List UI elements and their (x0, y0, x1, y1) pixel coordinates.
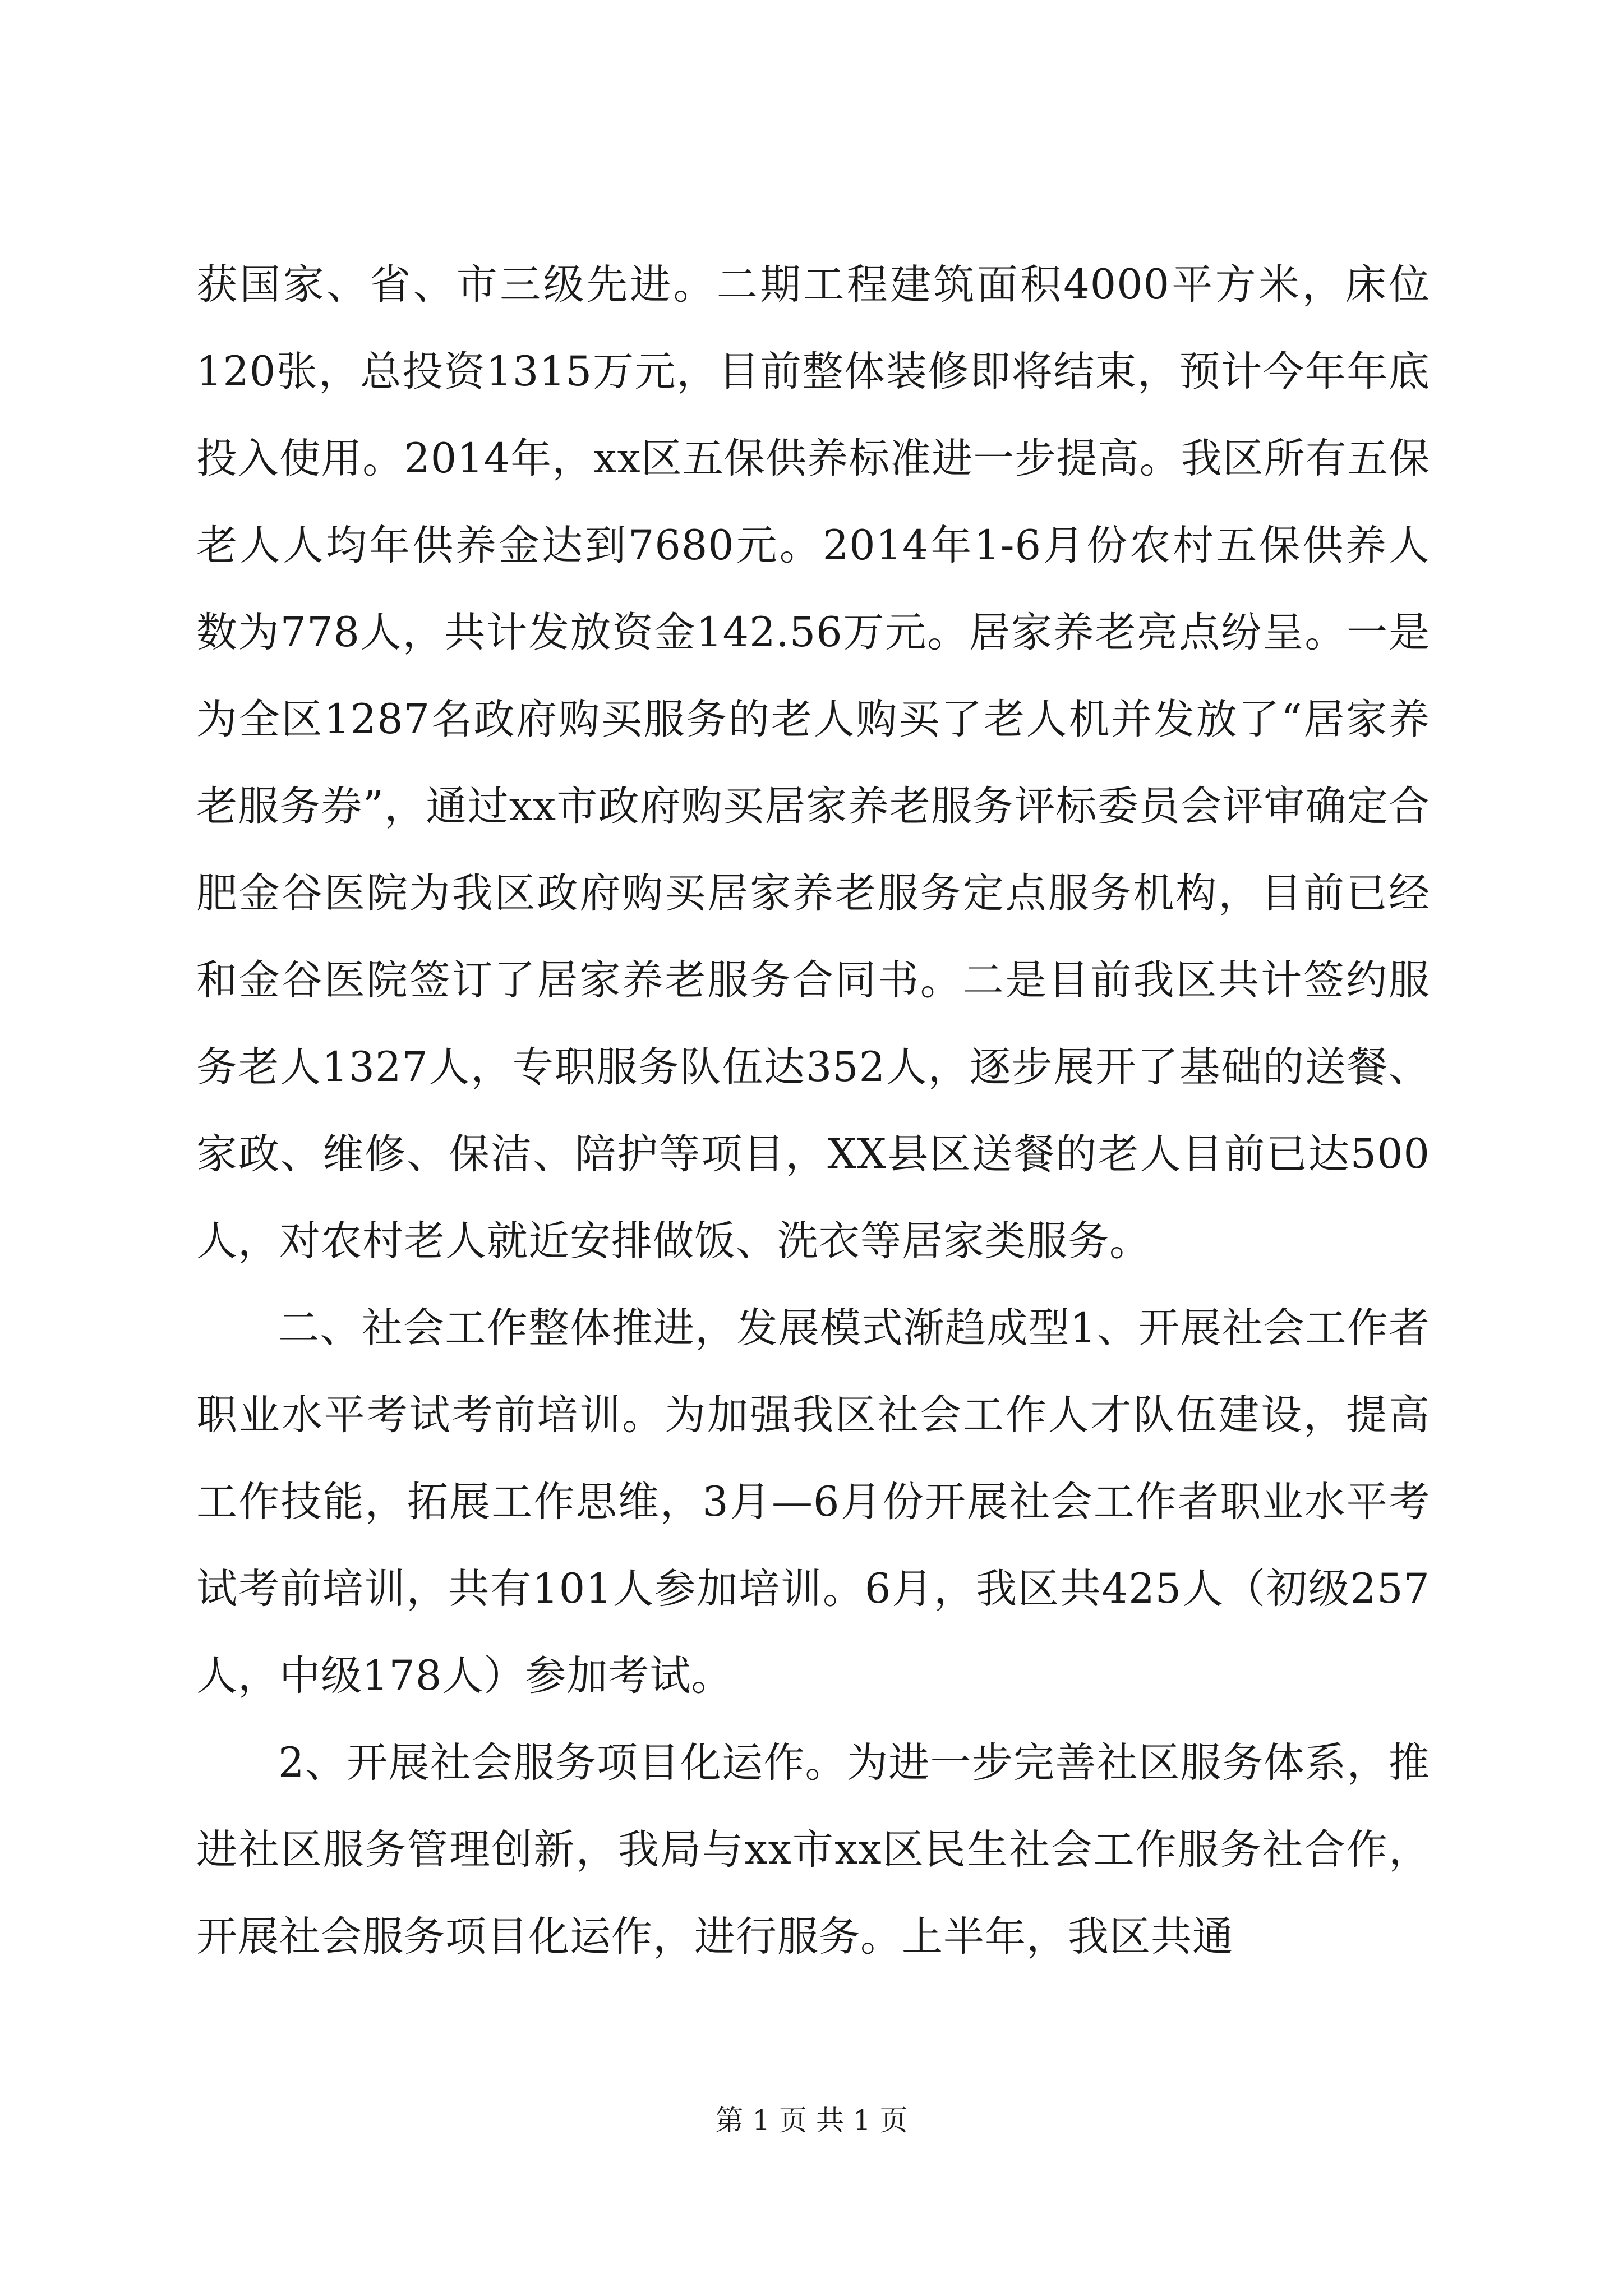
paragraph-section-two: 二、社会工作整体推进，发展模式渐趋成型1、开展社会工作者职业水平考试考前培训。为加强我区社会工作人才队伍建设，提高工作技能，拓展工作思维，3月—6月份开展社会工作者职业水平考试考前培训，共有101人参加培训。6月，我区共425人（初级257人，中级178人）参加考试。 (196, 1304, 1430, 1700)
page-footer: 第 1 页 共 1 页 (715, 2104, 908, 2137)
paragraph-continued: 获国家、省、市三级先进。二期工程建筑面积4000平方米，床位120张，总投资1315万元，目前整体装修即将结束，预计今年年底投入使用。2014年，xx区五保供养标准进一步提高。我区所有五保老人人均年供养金达到7680元。2014年1-6月份农村五保供养人数为778人，共计发放资金142.56万元。居家养老亮点纷呈。一是为全区1287名政府购买服务的老人购买了老人机并发放了“居家养老服务券”，通过xx市政府购买居家养老服务评标委员会评审确定合肥金谷医院为我区政府购买居家养老服务定点服务机构，目前已经和金谷医院签订了居家养老服务合同书。二是目前我区共计签约服务老人1327人，专职服务队伍达352人，逐步展开了基础的送餐、家政、维修、保洁、陪护等项目，XX县区送餐的老人目前已达500人，对农村老人就近安排做饭、洗衣等居家类服务。 (196, 261, 1430, 1265)
body-text (196, 241, 1430, 1980)
paragraph-item-two: 2、开展社会服务项目化运作。为进一步完善社区服务体系，推进社区服务管理创新，我局与xx市xx区民生社会工作服务社合作，开展社会服务项目化运作，进行服务。上半年，我区共通 (196, 1739, 1430, 1961)
